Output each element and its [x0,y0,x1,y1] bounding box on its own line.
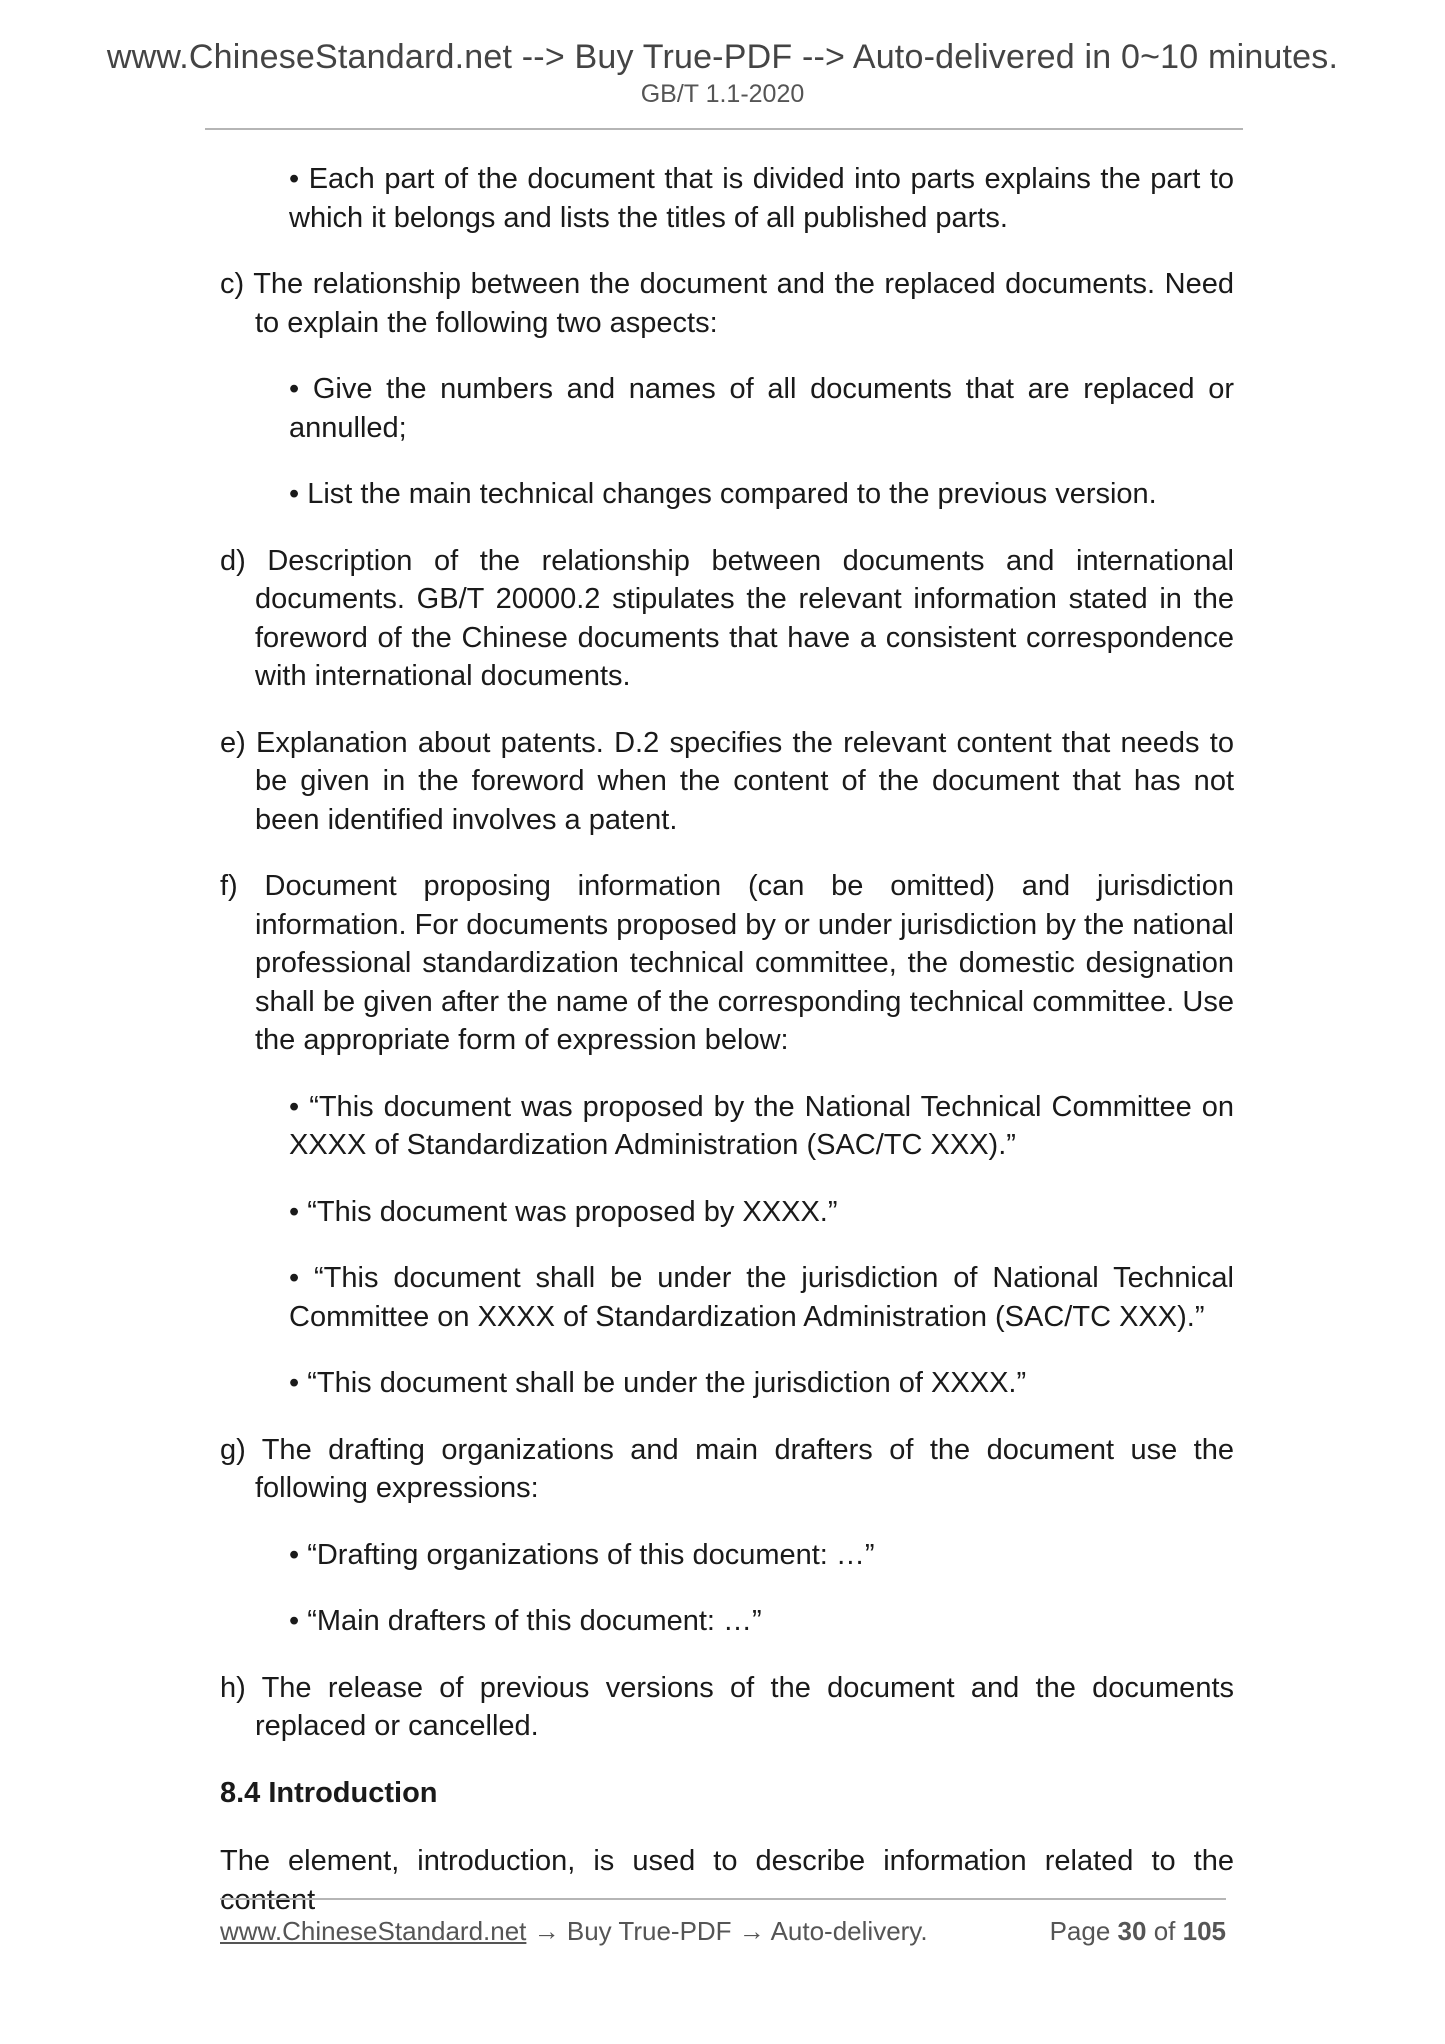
bullet-proposed-by: • “This document was proposed by XXXX.” [289,1195,838,1228]
page-current: 30 [1117,1916,1147,1946]
standard-code: GB/T 1.1-2020 [640,80,805,108]
site-banner: www.ChineseStandard.net --> Buy True-PDF --> Auto-delivered in 0~10 minutes. [106,38,1339,76]
bullet-proposed-by-committee: • “This document was proposed by the National Technical Committee on XXXX of Standardization Administration (SAC/TC XXX).” [289,1090,1234,1161]
bullet-technical-changes: • List the main technical changes compared to the previous version. [289,478,1157,510]
list-item-g: g) The drafting organizations and main drafters of the document use the following expressions: [220,1433,1234,1504]
list-item-f: f) Document proposing information (can be omitted) and jurisdiction information. For documents proposed by or under jurisdiction by the national professional standardization technical committee, the domestic designation shall be given after the name of the corresponding technical committee. Use the appropriate form of expression below: [220,870,1234,1056]
of-label: of [1153,1916,1176,1946]
document-body [220,160,1234,1919]
list-item-c: c) The relationship between the document and the replaced documents. Need to explain the following two aspects: [220,268,1234,339]
bullet-published-parts: • Each part of the document that is divided into parts explains the part to which it belongs and lists the titles of all published parts. [289,163,1234,234]
page-number [1050,1916,1226,1947]
list-item-e: e) Explanation about patents. D.2 specifies the relevant content that needs to be given in the foreword when the content of the document that has not been identified involves a patent. [220,726,1234,836]
section-paragraph: The element, introduction, is used to describe information related to the content [220,1845,1234,1916]
list-item-d: d) Description of the relationship between documents and international documents. GB/T 20000.2 stipulates the relevant information stated in the foreword of the Chinese documents that have a consistent correspondence with international documents. [220,544,1234,692]
page-footer [220,1916,1226,1956]
page-total: 105 [1182,1916,1226,1946]
bullet-main-drafters: • “Main drafters of this document: …” [289,1605,762,1637]
bullet-replaced-docs: • Give the numbers and names of all documents that are replaced or annulled; [289,373,1234,444]
footer-delivery-text: → Buy True-PDF → Auto-delivery. [526,1916,928,1946]
bullet-jurisdiction-committee: • “This document shall be under the jurisdiction of National Technical Committee on XXXX of Standardization Administration (SAC/TC XXX).” [289,1262,1234,1333]
bullet-drafting-organizations: • “Drafting organizations of this document: …” [289,1538,875,1571]
bullet-jurisdiction: • “This document shall be under the jurisdiction of XXXX.” [289,1367,1027,1399]
section-heading: 8.4 Introduction [220,1776,438,1809]
footer-left [220,1916,928,1947]
footer-divider [220,1898,1226,1900]
footer-site-link[interactable]: www.ChineseStandard.net [220,1916,527,1946]
list-item-h: h) The release of previous versions of the document and the documents replaced or cancelled. [220,1671,1234,1742]
header-divider [205,128,1243,130]
page-label: Page [1049,1916,1111,1946]
